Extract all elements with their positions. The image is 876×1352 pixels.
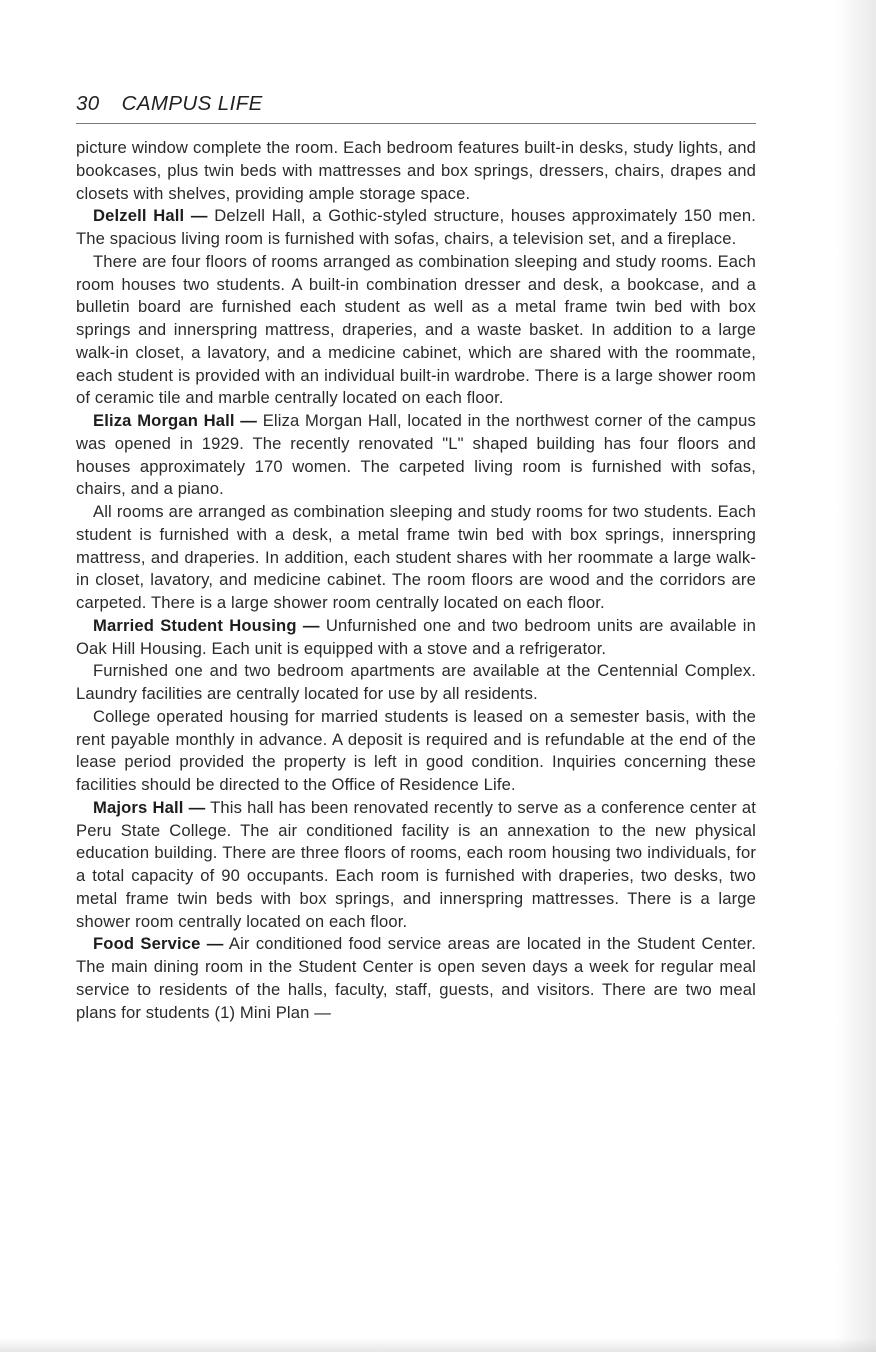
section-heading: Delzell Hall — — [93, 206, 208, 226]
section-title: CAMPUS LIFE — [121, 92, 263, 115]
paragraph-majors-hall — [76, 797, 756, 934]
paragraph-text: Furnished one and two bedroom apartments are available at the Centennial Complex. Laundry facilities are centrally located for use by all residents. — [76, 661, 756, 703]
section-heading: Eliza Morgan Hall — — [93, 411, 258, 430]
body-text — [76, 137, 756, 1024]
running-header — [76, 92, 756, 122]
paragraph — [76, 501, 756, 615]
page-edge-shadow — [836, 0, 876, 1352]
paragraph-text: This hall has been renovated recently to serve as a conference center at Peru State College. The air conditioned facility is an annexation to the new physical education building. There are three floors of rooms, each room housing two individuals, for a total capacity of 90 occupants. Each room is furnished with draperies, two desks, two metal frame twin beds with box springs, and innerspring mattresses. There is a large shower room centrally located on each floor. — [76, 797, 756, 931]
section-heading: Majors Hall — — [93, 797, 206, 817]
paragraph — [76, 706, 756, 797]
page-number: 30 — [76, 92, 100, 115]
paragraph-text: College operated housing for married students is leased on a semester basis, with the rent payable monthly in advance. A deposit is required and is refundable at the end of the lease period provided the property is left in good condition. Inquiries concerning these facilities should be directed to the Office of Residence Life. — [76, 706, 756, 794]
header-rule — [76, 123, 756, 124]
paragraph-text: picture window complete the room. Each bedroom features built-in desks, study lights, and bookcases, plus twin beds with mattresses and box springs, dressers, chairs, drapes and closets with shelves, providing ample storage space. — [76, 138, 756, 203]
section-heading: Food Service — — [93, 934, 224, 954]
paragraph-text: Air conditioned food service areas are located in the Student Center. The main dining room in the Student Center is open seven days a week for regular meal service to residents of the halls, faculty, staff, guests, and visitors. There are two meal plans for students (1) Mini Plan — — [76, 934, 756, 1022]
paragraph-text: Delzell Hall, a Gothic-styled structure, houses approximately 150 men. The spacious living room is furnished with sofas, chairs, a television set, and a fireplace. — [76, 206, 756, 248]
paragraph-text: Unfurnished one and two bedroom units are available in Oak Hill Housing. Each unit is equipped with a stove and a refrigerator. — [76, 615, 756, 658]
paragraph — [76, 251, 756, 410]
paragraph-continued — [76, 137, 756, 205]
paragraph-delzell-hall — [76, 205, 756, 251]
section-heading: Married Student Housing — — [93, 615, 320, 635]
paragraph-text: All rooms are arranged as combination sleeping and study rooms for two students. Each student is furnished with a desk, a metal frame twin bed with box springs, innerspring mattress, and draperies. In addition, each student shares with her roommate a large walk-in closet, lavatory, and medicine cabinet. The room floors are wood and the corridors are carpeted. There is a large shower room centrally located on each floor. — [76, 502, 756, 612]
page-bottom-shadow — [0, 1338, 876, 1352]
paragraph-eliza-morgan-hall — [76, 410, 756, 501]
paragraph — [76, 660, 756, 706]
paragraph-food-service — [76, 933, 756, 1024]
paragraph-text: There are four floors of rooms arranged as combination sleeping and study rooms. Each room houses two students. A built-in combination dresser and desk, a bookcase, and a bulletin board are furnished each student as well as a metal frame twin bed with box springs and innerspring mattress, draperies, and a waste basket. In addition to a large walk-in closet, a lavatory, and a medicine cabinet, which are shared with the roommate, each student is provided with an individual built-in wardrobe. There is a large shower room of ceramic tile and marble centrally located on each floor. — [76, 251, 756, 408]
paragraph-text: Eliza Morgan Hall, located in the northwest corner of the campus was opened in 1929. The recently renovated "L" shaped building has four floors and houses approximately 170 women. The carpeted living room is furnished with sofas, chairs, and a piano. — [76, 411, 756, 499]
paragraph-married-student-housing — [76, 615, 756, 661]
